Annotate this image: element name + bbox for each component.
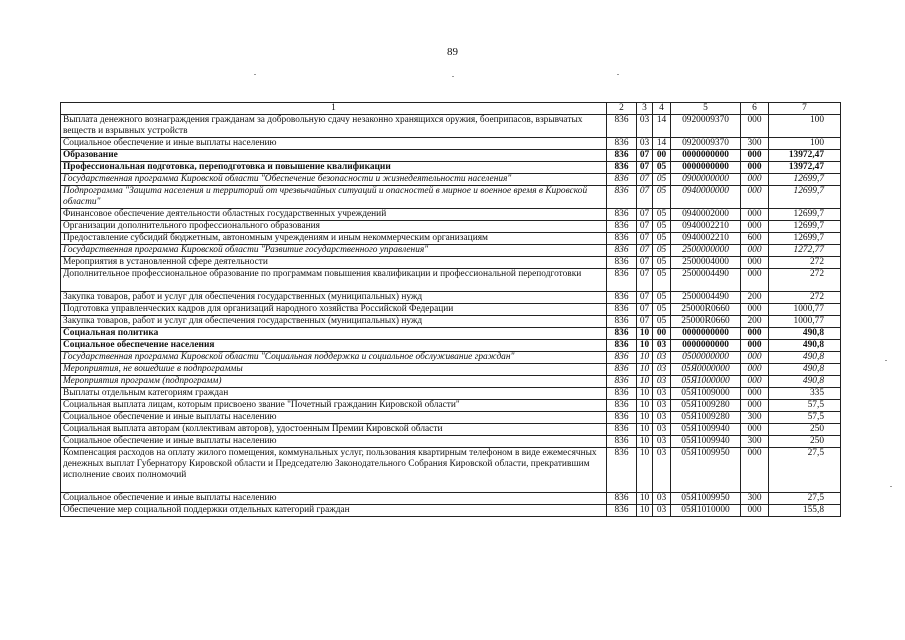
- amount-cell: 100: [769, 138, 841, 150]
- section-cell: 10: [637, 364, 653, 376]
- table-row: [61, 493, 841, 505]
- target-code-cell: 05Я0000000: [671, 364, 741, 376]
- admin-code-cell: 836: [607, 424, 637, 436]
- row-name-cell: Выплаты отдельным категориям граждан: [61, 388, 607, 400]
- table-row: [61, 138, 841, 150]
- expense-type-cell: 000: [741, 340, 769, 352]
- expense-type-cell: 000: [741, 162, 769, 174]
- admin-code-cell: 836: [607, 436, 637, 448]
- table-row: [61, 221, 841, 233]
- target-code-cell: 2500004000: [671, 257, 741, 269]
- section-cell: 07: [637, 150, 653, 162]
- expense-type-cell: 000: [741, 186, 769, 209]
- section-cell: 07: [637, 304, 653, 316]
- amount-cell: 490,8: [769, 328, 841, 340]
- amount-cell: 490,8: [769, 340, 841, 352]
- scan-speck: [452, 76, 454, 77]
- admin-code-cell: 836: [607, 174, 637, 186]
- row-name-cell: Закупка товаров, работ и услуг для обеспечения государственных (муниципальных) нужд: [61, 316, 607, 328]
- section-cell: 07: [637, 292, 653, 304]
- table-row: [61, 376, 841, 388]
- expense-type-cell: 000: [741, 245, 769, 257]
- section-cell: 10: [637, 400, 653, 412]
- row-name-cell: Организации дополнительного профессионального образования: [61, 221, 607, 233]
- table-row: [61, 150, 841, 162]
- row-name-cell: Мероприятия в установленной сфере деятельности: [61, 257, 607, 269]
- admin-code-cell: 836: [607, 186, 637, 209]
- admin-code-cell: 836: [607, 412, 637, 424]
- subsection-cell: 00: [653, 328, 671, 340]
- section-cell: 10: [637, 328, 653, 340]
- amount-cell: 272: [769, 292, 841, 304]
- amount-cell: 27,5: [769, 493, 841, 505]
- subsection-cell: 03: [653, 493, 671, 505]
- amount-cell: 490,8: [769, 352, 841, 364]
- row-name-cell: Социальное обеспечение и иные выплаты населению: [61, 412, 607, 424]
- subsection-cell: 03: [653, 376, 671, 388]
- target-code-cell: 0900000000: [671, 174, 741, 186]
- section-cell: 10: [637, 436, 653, 448]
- expense-type-cell: 000: [741, 400, 769, 412]
- expense-type-cell: 000: [741, 424, 769, 436]
- target-code-cell: 0000000000: [671, 162, 741, 174]
- table-row: [61, 257, 841, 269]
- subsection-cell: 03: [653, 436, 671, 448]
- table-row: [61, 209, 841, 221]
- admin-code-cell: 836: [607, 352, 637, 364]
- column-header: 5: [671, 103, 741, 115]
- admin-code-cell: 836: [607, 340, 637, 352]
- column-header: 3: [637, 103, 653, 115]
- admin-code-cell: 836: [607, 448, 637, 493]
- amount-cell: 12699,7: [769, 209, 841, 221]
- admin-code-cell: 836: [607, 162, 637, 174]
- target-code-cell: 05Я1009940: [671, 436, 741, 448]
- subsection-cell: 05: [653, 316, 671, 328]
- table-header-row: [61, 103, 841, 115]
- row-name-cell: Образование: [61, 150, 607, 162]
- table-row: [61, 245, 841, 257]
- amount-cell: 27,5: [769, 448, 841, 493]
- row-name-cell: Мероприятия программ (подпрограмм): [61, 376, 607, 388]
- target-code-cell: 2500004490: [671, 269, 741, 292]
- table-row: [61, 316, 841, 328]
- expense-type-cell: 000: [741, 328, 769, 340]
- expense-type-cell: 000: [741, 257, 769, 269]
- subsection-cell: 05: [653, 245, 671, 257]
- subsection-cell: 03: [653, 400, 671, 412]
- row-name-cell: Обеспечение мер социальной поддержки отдельных категорий граждан: [61, 505, 607, 517]
- expense-type-cell: 300: [741, 493, 769, 505]
- subsection-cell: 05: [653, 209, 671, 221]
- admin-code-cell: 836: [607, 400, 637, 412]
- section-cell: 07: [637, 245, 653, 257]
- expense-type-cell: 000: [741, 174, 769, 186]
- subsection-cell: 05: [653, 233, 671, 245]
- row-name-cell: Социальная выплата лицам, которым присвоено звание "Почетный гражданин Кировской области": [61, 400, 607, 412]
- section-cell: 10: [637, 505, 653, 517]
- table-row: [61, 233, 841, 245]
- section-cell: 07: [637, 221, 653, 233]
- subsection-cell: 03: [653, 412, 671, 424]
- target-code-cell: 2500000000: [671, 245, 741, 257]
- admin-code-cell: 836: [607, 388, 637, 400]
- row-name-cell: Подготовка управленческих кадров для организаций народного хозяйства Российской Федерации: [61, 304, 607, 316]
- amount-cell: 13972,47: [769, 162, 841, 174]
- admin-code-cell: 836: [607, 493, 637, 505]
- table-row: [61, 388, 841, 400]
- target-code-cell: 2500004490: [671, 292, 741, 304]
- amount-cell: 12699,7: [769, 233, 841, 245]
- amount-cell: 100: [769, 115, 841, 138]
- table-row: [61, 505, 841, 517]
- table-row: [61, 115, 841, 138]
- table-row: [61, 352, 841, 364]
- table-row: [61, 328, 841, 340]
- row-name-cell: Закупка товаров, работ и услуг для обеспечения государственных (муниципальных) нужд: [61, 292, 607, 304]
- scan-speck: [890, 486, 892, 487]
- amount-cell: 272: [769, 269, 841, 292]
- expense-type-cell: 000: [741, 150, 769, 162]
- expense-type-cell: 000: [741, 388, 769, 400]
- table-row: [61, 162, 841, 174]
- target-code-cell: 25000R0660: [671, 304, 741, 316]
- admin-code-cell: 836: [607, 292, 637, 304]
- subsection-cell: 05: [653, 186, 671, 209]
- table-row: [61, 174, 841, 186]
- expense-type-cell: 200: [741, 316, 769, 328]
- admin-code-cell: 836: [607, 150, 637, 162]
- target-code-cell: 0940000000: [671, 186, 741, 209]
- row-name-cell: Дополнительное профессиональное образование по программам повышения квалификации и профессиональной переподготовки: [61, 269, 607, 292]
- amount-cell: 490,8: [769, 364, 841, 376]
- row-name-cell: Социальное обеспечение и иные выплаты населению: [61, 138, 607, 150]
- expense-type-cell: 000: [741, 209, 769, 221]
- row-name-cell: Государственная программа Кировской области "Обеспечение безопасности и жизнедеятельности населения": [61, 174, 607, 186]
- subsection-cell: 05: [653, 304, 671, 316]
- expense-type-cell: 300: [741, 138, 769, 150]
- budget-table: [60, 102, 841, 517]
- section-cell: 07: [637, 269, 653, 292]
- amount-cell: 12699,7: [769, 186, 841, 209]
- target-code-cell: 05Я1000000: [671, 376, 741, 388]
- column-header: 1: [61, 103, 607, 115]
- subsection-cell: 14: [653, 138, 671, 150]
- scan-speck: [885, 360, 887, 361]
- page-number: 89: [447, 46, 458, 58]
- table-row: [61, 448, 841, 493]
- target-code-cell: 05Я1009000: [671, 388, 741, 400]
- row-name-cell: Предоставление субсидий бюджетным, автономным учреждениям и иным некоммерческим организациям: [61, 233, 607, 245]
- row-name-cell: Подпрограмма "Защита населения и территорий от чрезвычайных ситуаций и опасностей в мирное и военное время в Кировской области": [61, 186, 607, 209]
- row-name-cell: Государственная программа Кировской области "Социальная поддержка и социальное обслуживание граждан": [61, 352, 607, 364]
- table-row: [61, 269, 841, 292]
- target-code-cell: 0940002000: [671, 209, 741, 221]
- target-code-cell: 0000000000: [671, 340, 741, 352]
- row-name-cell: Профессиональная подготовка, переподготовка и повышение квалификации: [61, 162, 607, 174]
- amount-cell: 335: [769, 388, 841, 400]
- section-cell: 03: [637, 115, 653, 138]
- target-code-cell: 0000000000: [671, 328, 741, 340]
- target-code-cell: 05Я1009950: [671, 493, 741, 505]
- row-name-cell: Выплата денежного вознаграждения гражданам за добровольную сдачу незаконно хранящихся оружия, боеприпасов, взрывчатых веществ и взрывных устройств: [61, 115, 607, 138]
- row-name-cell: Мероприятия, не вошедшие в подпрограммы: [61, 364, 607, 376]
- section-cell: 10: [637, 388, 653, 400]
- admin-code-cell: 836: [607, 304, 637, 316]
- admin-code-cell: 836: [607, 115, 637, 138]
- admin-code-cell: 836: [607, 138, 637, 150]
- section-cell: 10: [637, 424, 653, 436]
- expense-type-cell: 000: [741, 364, 769, 376]
- target-code-cell: 0000000000: [671, 150, 741, 162]
- expense-type-cell: 000: [741, 269, 769, 292]
- section-cell: 07: [637, 316, 653, 328]
- section-cell: 07: [637, 257, 653, 269]
- admin-code-cell: 836: [607, 269, 637, 292]
- admin-code-cell: 836: [607, 364, 637, 376]
- section-cell: 10: [637, 493, 653, 505]
- subsection-cell: 03: [653, 505, 671, 517]
- table-row: [61, 186, 841, 209]
- expense-type-cell: 000: [741, 221, 769, 233]
- expense-type-cell: 000: [741, 505, 769, 517]
- amount-cell: 13972,47: [769, 150, 841, 162]
- section-cell: 07: [637, 233, 653, 245]
- table-row: [61, 412, 841, 424]
- subsection-cell: 03: [653, 388, 671, 400]
- target-code-cell: 25000R0660: [671, 316, 741, 328]
- amount-cell: 490,8: [769, 376, 841, 388]
- section-cell: 10: [637, 448, 653, 493]
- expense-type-cell: 600: [741, 233, 769, 245]
- admin-code-cell: 836: [607, 245, 637, 257]
- section-cell: 07: [637, 209, 653, 221]
- column-header: 4: [653, 103, 671, 115]
- admin-code-cell: 836: [607, 376, 637, 388]
- section-cell: 07: [637, 174, 653, 186]
- table-row: [61, 340, 841, 352]
- scan-speck: [617, 74, 619, 75]
- subsection-cell: 00: [653, 150, 671, 162]
- section-cell: 10: [637, 412, 653, 424]
- subsection-cell: 03: [653, 364, 671, 376]
- table-row: [61, 424, 841, 436]
- row-name-cell: Социальное обеспечение и иные выплаты населению: [61, 493, 607, 505]
- expense-type-cell: 300: [741, 412, 769, 424]
- admin-code-cell: 836: [607, 221, 637, 233]
- section-cell: 10: [637, 340, 653, 352]
- subsection-cell: 03: [653, 424, 671, 436]
- table-row: [61, 400, 841, 412]
- subsection-cell: 05: [653, 269, 671, 292]
- admin-code-cell: 836: [607, 328, 637, 340]
- target-code-cell: 05Я1010000: [671, 505, 741, 517]
- table-row: [61, 292, 841, 304]
- target-code-cell: 0940002210: [671, 233, 741, 245]
- admin-code-cell: 836: [607, 505, 637, 517]
- section-cell: 07: [637, 186, 653, 209]
- amount-cell: 250: [769, 436, 841, 448]
- expense-type-cell: 000: [741, 352, 769, 364]
- target-code-cell: 05Я1009940: [671, 424, 741, 436]
- target-code-cell: 05Я1009280: [671, 412, 741, 424]
- subsection-cell: 03: [653, 448, 671, 493]
- subsection-cell: 03: [653, 340, 671, 352]
- expense-type-cell: 300: [741, 436, 769, 448]
- section-cell: 07: [637, 162, 653, 174]
- row-name-cell: Социальная политика: [61, 328, 607, 340]
- table-row: [61, 436, 841, 448]
- target-code-cell: 0920009370: [671, 138, 741, 150]
- column-header: 2: [607, 103, 637, 115]
- admin-code-cell: 836: [607, 209, 637, 221]
- amount-cell: 272: [769, 257, 841, 269]
- amount-cell: 1272,77: [769, 245, 841, 257]
- row-name-cell: Социальная выплата авторам (коллективам авторов), удостоенным Премии Кировской области: [61, 424, 607, 436]
- target-code-cell: 0920009370: [671, 115, 741, 138]
- admin-code-cell: 836: [607, 233, 637, 245]
- subsection-cell: 05: [653, 257, 671, 269]
- subsection-cell: 05: [653, 174, 671, 186]
- column-header: 7: [769, 103, 841, 115]
- expense-type-cell: 200: [741, 292, 769, 304]
- target-code-cell: 0940002210: [671, 221, 741, 233]
- section-cell: 10: [637, 352, 653, 364]
- subsection-cell: 05: [653, 221, 671, 233]
- amount-cell: 57,5: [769, 400, 841, 412]
- admin-code-cell: 836: [607, 316, 637, 328]
- row-name-cell: Социальное обеспечение населения: [61, 340, 607, 352]
- section-cell: 03: [637, 138, 653, 150]
- subsection-cell: 05: [653, 292, 671, 304]
- target-code-cell: 05Я1009950: [671, 448, 741, 493]
- expense-type-cell: 000: [741, 376, 769, 388]
- amount-cell: 1000,77: [769, 316, 841, 328]
- row-name-cell: Финансовое обеспечение деятельности областных государственных учреждений: [61, 209, 607, 221]
- expense-type-cell: 000: [741, 304, 769, 316]
- table-row: [61, 304, 841, 316]
- amount-cell: 250: [769, 424, 841, 436]
- target-code-cell: 05Я1009280: [671, 400, 741, 412]
- row-name-cell: Социальное обеспечение и иные выплаты населению: [61, 436, 607, 448]
- admin-code-cell: 836: [607, 257, 637, 269]
- table-row: [61, 364, 841, 376]
- scan-speck: [254, 74, 256, 75]
- row-name-cell: Компенсация расходов на оплату жилого помещения, коммунальных услуг, пользования квартирным телефоном в виде ежемесячных денежных выплат Губернатору Кировской области и Председателю Законодательного Собрания Кировской области, прекратившим исполнение своих полномочий: [61, 448, 607, 493]
- subsection-cell: 05: [653, 162, 671, 174]
- amount-cell: 12699,7: [769, 221, 841, 233]
- amount-cell: 1000,77: [769, 304, 841, 316]
- expense-type-cell: 000: [741, 448, 769, 493]
- column-header: 6: [741, 103, 769, 115]
- row-name-cell: Государственная программа Кировской области "Развитие государственного управления": [61, 245, 607, 257]
- expense-type-cell: 000: [741, 115, 769, 138]
- amount-cell: 155,8: [769, 505, 841, 517]
- subsection-cell: 14: [653, 115, 671, 138]
- subsection-cell: 03: [653, 352, 671, 364]
- target-code-cell: 0500000000: [671, 352, 741, 364]
- amount-cell: 12699,7: [769, 174, 841, 186]
- amount-cell: 57,5: [769, 412, 841, 424]
- section-cell: 10: [637, 376, 653, 388]
